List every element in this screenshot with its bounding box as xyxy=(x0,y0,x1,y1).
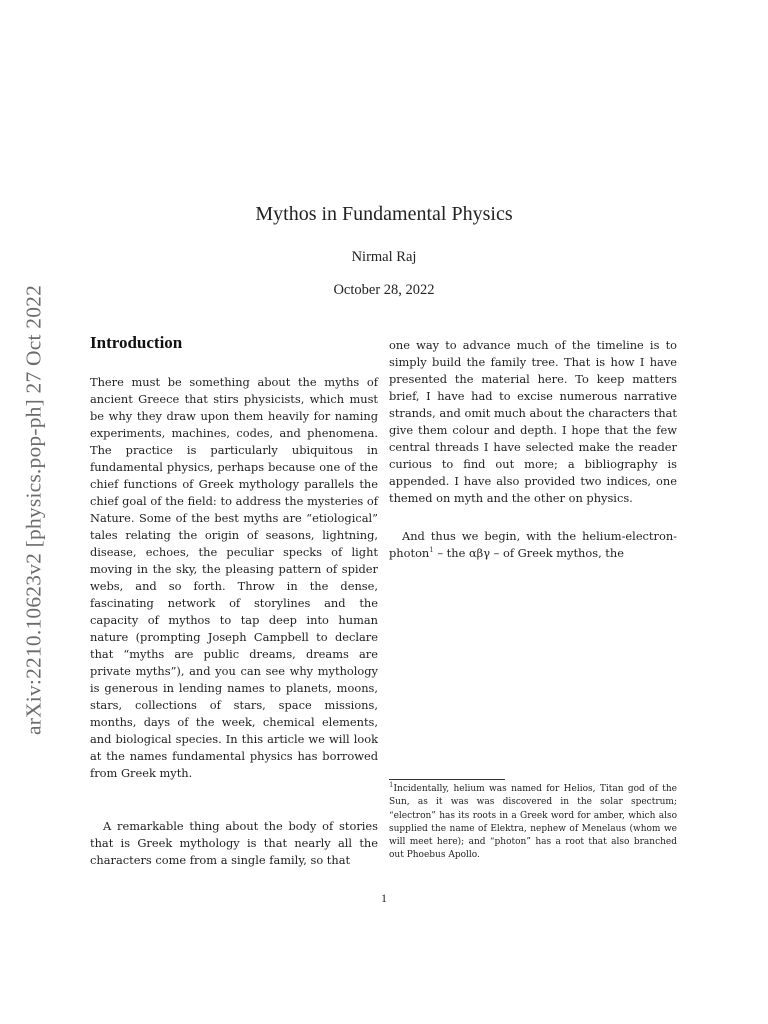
paper-title: Mythos in Fundamental Physics xyxy=(255,203,513,225)
body-paragraph xyxy=(389,528,677,562)
arxiv-identifier-stamp: arXiv:2210.10623v2 [physics.pop-ph] 27 Oct 2022 xyxy=(21,284,46,736)
page-number: 1 xyxy=(381,891,387,905)
author-name: Nirmal Raj xyxy=(351,249,417,265)
left-column-paragraph-1 xyxy=(90,374,378,782)
body-paragraph: A remarkable thing about the body of stories that is Greek mythology is that nearly all the characters come from a single family, so that xyxy=(90,819,378,867)
body-paragraph: one way to advance much of the timeline is to simply build the family tree. That is how I have presented the material here. To keep matters brief, I have had to excise numerous narrative strands, and omit much about the characters that give them colour and depth. I hope that the few central threads I have selected make the reader curious to find out more; a bibliography is appended. I have also provided two indices, one themed on myth and the other on physics. xyxy=(389,338,677,505)
paragraph-text-before-footnote: And thus we begin, with the helium-electron-photon xyxy=(389,529,677,560)
right-column-paragraph-1 xyxy=(389,337,677,507)
section-heading-introduction: Introduction xyxy=(90,333,183,352)
footnote-divider xyxy=(389,779,505,780)
right-column-paragraph-2 xyxy=(389,528,677,562)
left-column-paragraph-2 xyxy=(90,818,378,869)
footnote-mark: 1 xyxy=(389,781,394,789)
footnote-text: Incidentally, helium was named for Helios, Titan god of the Sun, as it was was discovered in the solar spectrum; “electron” has its roots in a Greek word for amber, which also supplied the name of Elektra, nephew of Menelaus (whom we will meet here); and “photon” has a root that also branched out Phoebus Apollo. xyxy=(389,784,677,861)
paragraph-text-after-footnote: – the αβγ – of Greek mythos, the xyxy=(433,546,624,560)
footnote-reference-link[interactable]: 1 xyxy=(429,546,434,555)
footnote xyxy=(389,783,677,863)
body-paragraph: There must be something about the myths of ancient Greece that stirs physicists, which must be why they draw upon them heavily for naming experiments, machines, codes, and phenomena. The practice is particularly ubiquitous in fundamental physics, perhaps because one of the chief functions of Greek mythology parallels the chief goal of the field: to address the mysteries of Nature. Some of the best myths are “etiological” tales relating the origin of seasons, lightning, disease, echoes, the peculiar specks of light moving in the sky, the pleasing pattern of spider webs, and so forth. Throw in the dense, fascinating network of storylines and the capacity of mythos to tap deep into human nature (prompting Joseph Campbell to declare that “myths are public dreams, dreams are private myths”), and you can see why mythology is generous in lending names to planets, moons, stars, collections of stars, space missions, months, days of the week, chemical elements, and biological species. In this article we will look at the names fundamental physics has borrowed from Greek myth. xyxy=(90,375,378,780)
publication-date: October 28, 2022 xyxy=(333,282,435,298)
